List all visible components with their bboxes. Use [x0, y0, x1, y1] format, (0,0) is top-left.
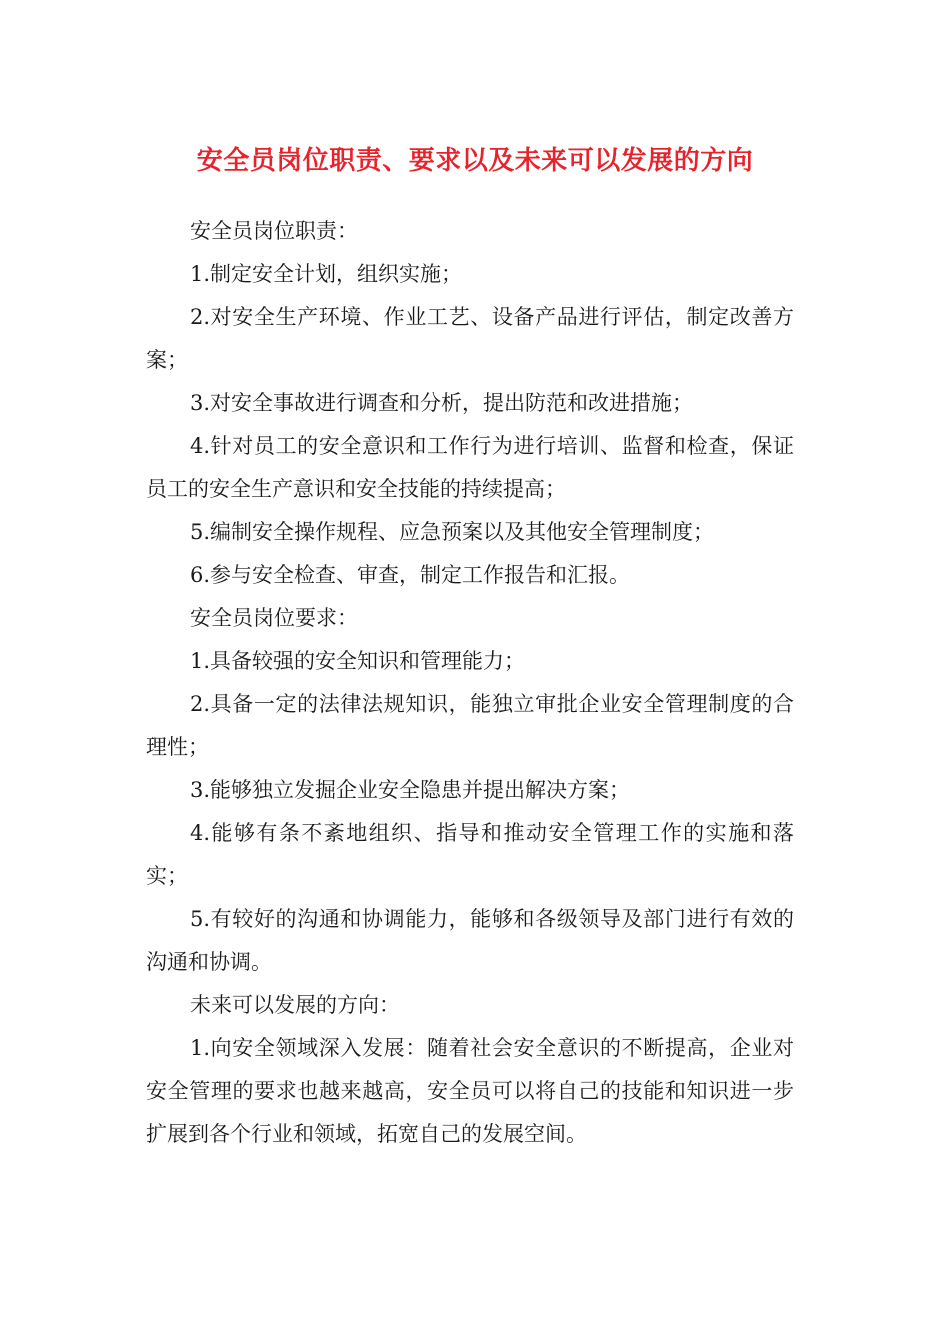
- section-heading-future: 未来可以发展的方向：: [190, 993, 400, 1017]
- requirement-item-2: 2.具备一定的法律法规知识，能独立审批企业安全管理制度的合理性；: [146, 692, 794, 759]
- section-heading-requirements: 安全员岗位要求：: [190, 606, 358, 630]
- requirement-item-5: 5.有较好的沟通和协调能力，能够和各级领导及部门进行有效的沟通和协调。: [146, 907, 794, 974]
- requirement-item-3: 3.能够独立发掘企业安全隐患并提出解决方案；: [190, 778, 631, 802]
- requirement-item-1: 1.具备较强的安全知识和管理能力；: [190, 649, 526, 673]
- duty-item-5: 5.编制安全操作规程、应急预案以及其他安全管理制度；: [190, 520, 715, 544]
- duty-item-2: 2.对安全生产环境、作业工艺、设备产品进行评估，制定改善方案；: [146, 305, 794, 372]
- duty-item-3: 3.对安全事故进行调查和分析，提出防范和改进措施；: [190, 391, 694, 415]
- requirement-item-4: 4.能够有条不紊地组织、指导和推动安全管理工作的实施和落实；: [146, 821, 794, 888]
- duty-item-1: 1.制定安全计划，组织实施；: [190, 262, 463, 286]
- document-body: [146, 210, 794, 1156]
- section-heading-duties: 安全员岗位职责：: [190, 219, 358, 243]
- duty-item-6: 6.参与安全检查、审查，制定工作报告和汇报。: [190, 563, 631, 587]
- duty-item-4: 4.针对员工的安全意识和工作行为进行培训、监督和检查，保证员工的安全生产意识和安全技能的持续提高；: [146, 434, 794, 501]
- document-title: 安全员岗位职责、要求以及未来可以发展的方向: [196, 146, 754, 177]
- future-item-1: 1.向安全领域深入发展：随着社会安全意识的不断提高，企业对安全管理的要求也越来越高，安全员可以将自己的技能和知识进一步扩展到各个行业和领域，拓宽自己的发展空间。: [146, 1036, 794, 1146]
